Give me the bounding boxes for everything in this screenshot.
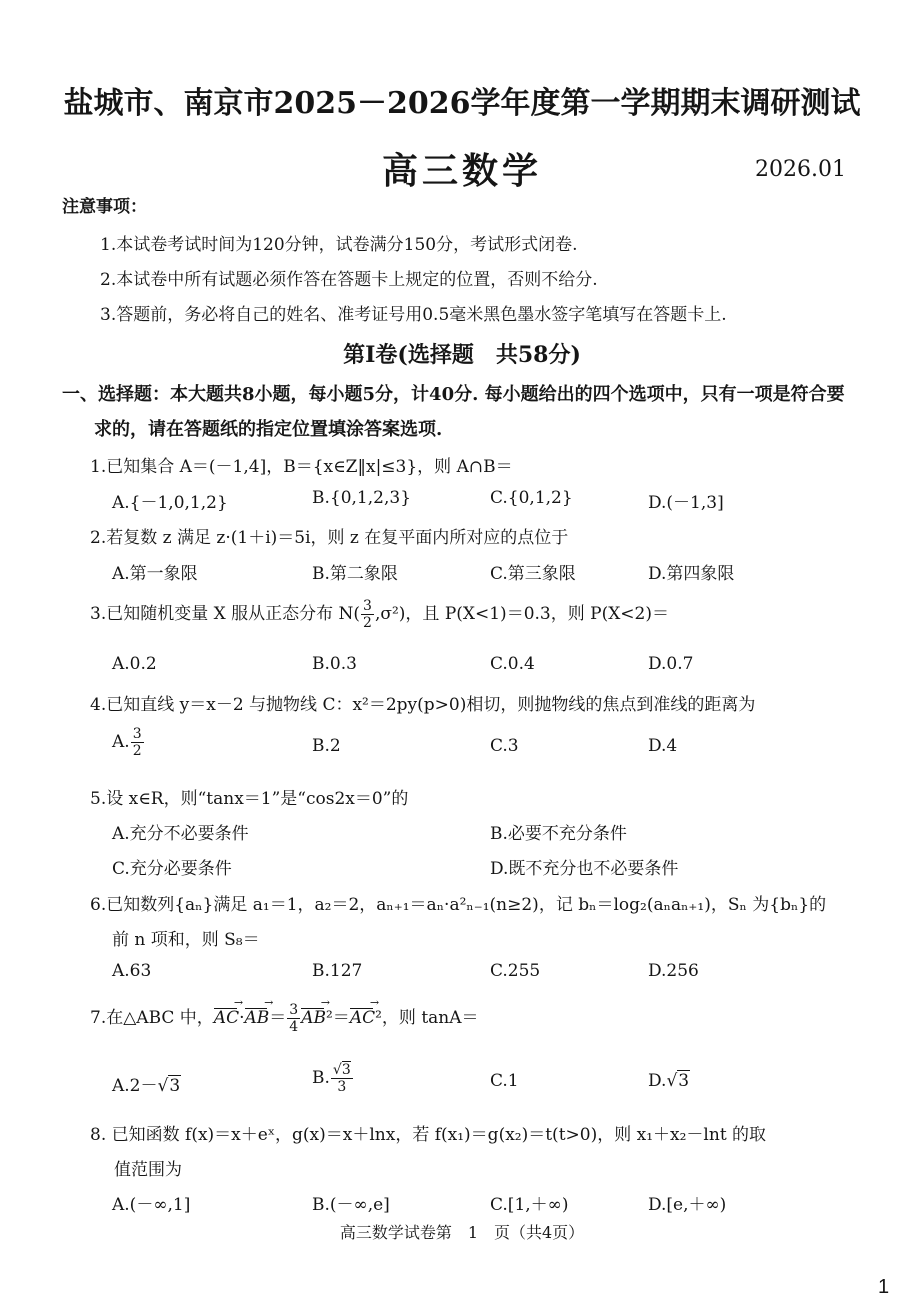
q3-frac-num: 3: [363, 598, 372, 614]
q6-option-d: D.256: [648, 961, 699, 981]
q7-dot: ·: [239, 1008, 245, 1028]
q7-b-num: √3: [332, 1062, 351, 1078]
q2-option-b: B.第二象限: [312, 564, 398, 584]
question-6-stem-line2: 前 n 项和，则 S₈＝: [112, 930, 260, 950]
q3-stem-pre: 3.已知随机变量 X 服从正态分布 N(: [90, 604, 361, 624]
question-3-stem: [90, 598, 669, 631]
q8-option-d: D.[e,＋∞): [648, 1195, 727, 1215]
section-title: 第Ⅰ卷(选择题 共58分): [343, 342, 581, 368]
exam-title: 盐城市、南京市2025－2026学年度第一学期期末调研测试: [63, 86, 861, 121]
q8-option-b: B.(－∞,e]: [312, 1195, 390, 1215]
notice-heading: 注意事项：: [62, 197, 147, 217]
q1-option-d: D.(－1,3]: [648, 493, 724, 513]
q7-option-a: [112, 1071, 181, 1096]
q4-option-d: D.4: [648, 736, 678, 756]
q3-fraction: [361, 598, 374, 631]
q6-option-c: C.255: [490, 961, 541, 981]
q3-frac-den: 2: [363, 615, 372, 631]
q7-b-radicand: 3: [341, 1062, 351, 1078]
q7-vector-ab-2: → AB: [301, 1008, 326, 1028]
q7-stem-pre: 7.在△ABC 中，: [90, 1008, 214, 1028]
part-instructions-line2: 求的，请在答题纸的指定位置填涂答案选项.: [94, 419, 443, 440]
q5-option-a: A.充分不必要条件: [112, 824, 249, 844]
question-7-stem: [90, 1002, 479, 1035]
q3-stem-post: ,σ²)，且 P(X<1)＝0.3，则 P(X<2)＝: [374, 604, 669, 624]
part-instructions-line1: 一、选择题：本大题共8小题，每小题5分，计40分. 每小题给出的四个选项中，只有一项是符合要: [62, 384, 845, 405]
q3-option-d: D.0.7: [648, 654, 694, 674]
q4-option-c: C.3: [490, 736, 519, 756]
q7-a-sqrt: √3: [157, 1076, 181, 1096]
page-number: 1: [878, 1276, 890, 1298]
notice-item: 2.本试卷中所有试题必须作答在答题卡上规定的位置，否则不给分.: [100, 270, 598, 290]
q6-option-a: A.63: [112, 961, 152, 981]
q7-vector-ab: → AB: [245, 1008, 270, 1028]
q7-a-radicand: 3: [169, 1076, 181, 1096]
q1-option-a: A.{－1,0,1,2}: [112, 493, 228, 513]
q7-eq: ＝: [269, 1008, 287, 1028]
q7-d-label: D.: [648, 1071, 667, 1091]
question-5-stem: 5.设 x∈R，则“tanx＝1”是“cos2x＝0”的: [90, 789, 409, 809]
q7-vector-ac-2: → AC: [350, 1008, 375, 1028]
q3-option-b: B.0.3: [312, 654, 357, 674]
q7-vector-ac: → AC: [214, 1008, 239, 1028]
q2-option-c: C.第三象限: [490, 564, 576, 584]
q5-option-b: B.必要不充分条件: [490, 824, 627, 844]
q7-square-eq: ²＝: [325, 1008, 350, 1028]
q3-option-c: C.0.4: [490, 654, 535, 674]
q6-option-b: B.127: [312, 961, 363, 981]
q7-option-c: C.1: [490, 1071, 519, 1091]
question-6-stem-line1: 6.已知数列{aₙ}满足 a₁＝1，a₂＝2，aₙ₊₁＝aₙ·a²ₙ₋₁(n≥2)，记 bₙ＝log₂(aₙaₙ₊₁)，Sₙ 为{bₙ}的: [90, 895, 827, 915]
notice-item: 1.本试卷考试时间为120分钟，试卷满分150分，考试形式闭卷.: [100, 235, 578, 255]
q2-option-d: D.第四象限: [648, 564, 735, 584]
question-1-stem: 1.已知集合 A＝(－1,4]，B＝{x∈Z‖x|≤3}，则 A∩B＝: [90, 457, 513, 477]
page-footer: 高三数学试卷第 1 页（共4页）: [339, 1223, 585, 1242]
q4-option-a: [112, 726, 145, 759]
q7-d-sqrt: √3: [666, 1071, 690, 1091]
q7-d-radicand: 3: [678, 1071, 690, 1091]
q1-option-c: C.{0,1,2}: [490, 488, 573, 508]
q4-a-num: 3: [132, 726, 142, 742]
question-4-stem: 4.已知直线 y＝x－2 与抛物线 C：x²＝2py(p>0)相切，则抛物线的焦点到准线的距离为: [90, 695, 756, 715]
q7-b-fraction: [331, 1062, 353, 1095]
q7-frac-den: 4: [289, 1019, 299, 1035]
q8-option-c: C.[1,＋∞): [490, 1195, 569, 1215]
q7-option-b: [312, 1062, 354, 1095]
q5-option-c: C.充分必要条件: [112, 859, 232, 879]
q8-option-a: A.(－∞,1]: [112, 1195, 191, 1215]
question-8-stem-line2: 值范围为: [114, 1160, 182, 1180]
q4-option-b: B.2: [312, 736, 341, 756]
q5-option-d: D.既不充分也不必要条件: [490, 859, 679, 879]
subject-title: 高三数学: [381, 150, 542, 192]
q1-option-b: B.{0,1,2,3}: [312, 488, 412, 508]
exam-date: 2026.01: [755, 157, 846, 182]
q7-b-den: 3: [337, 1079, 347, 1095]
q2-option-a: A.第一象限: [112, 564, 198, 584]
q7-frac-num: 3: [289, 1002, 299, 1018]
q3-option-a: A.0.2: [112, 654, 157, 674]
notice-item: 3.答题前，务必将自己的姓名、准考证号用0.5毫米黑色墨水签字笔填写在答题卡上.: [100, 305, 727, 325]
q4-a-den: 2: [132, 743, 142, 759]
question-8-stem-line1: 8. 已知函数 f(x)＝x＋eˣ，g(x)＝x＋lnx，若 f(x₁)＝g(x₂)＝t(t>0)，则 x₁＋x₂－lnt 的取: [90, 1125, 767, 1145]
q7-stem-tail: ²，则 tanA＝: [375, 1008, 479, 1028]
q4-option-a-label: A.: [112, 732, 130, 752]
q4-a-fraction: [131, 726, 144, 759]
q7-fraction: [287, 1002, 300, 1035]
question-2-stem: 2.若复数 z 满足 z·(1＋i)＝5i，则 z 在复平面内所对应的点位于: [90, 528, 569, 548]
q7-option-d: [648, 1071, 690, 1091]
q7-a-pre: A.2－: [112, 1076, 158, 1096]
q7-b-label: B.: [312, 1068, 330, 1088]
